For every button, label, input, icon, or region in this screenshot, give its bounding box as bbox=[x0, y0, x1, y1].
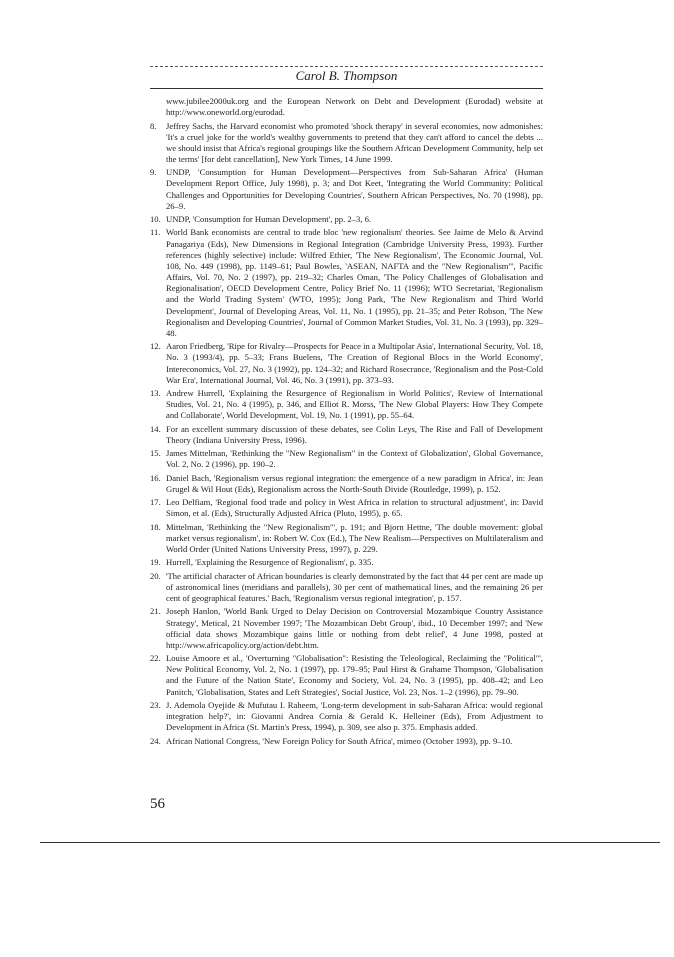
endnote-number: 17. bbox=[150, 497, 161, 508]
endnote-number: 8. bbox=[150, 120, 157, 131]
endnote-text: James Mittelman, 'Rethinking the "New Regionalism" in the Context of Globalization', Global Governance, Vol. 2, No. 2 (1996), pp. 190–2. bbox=[166, 448, 543, 470]
endnote-text: Daniel Bach, 'Regionalism versus regional integration: the emergence of a new paradigm in Africa', in: Jean Grugel & Wil Hout (Eds), Regionalism across the North-South Divide (Routledge, 1999), p. 152. bbox=[166, 472, 543, 494]
endnote-12 bbox=[150, 341, 543, 386]
endnote-19 bbox=[150, 557, 543, 568]
endnote-text: Aaron Friedberg, 'Ripe for Rivalry—Prospects for Peace in a Multipolar Asia', International Security, Vol. 18, No. 3 (1993/4), pp. 5–33; Frans Buelens, 'The Creation of Regional Blocs in the World Economy', Intereconomics, Vol. 27, No. 3 (1992), pp. 124–32; and Richard Rosecrance, 'Regionalism and the Post-Cold War Era', International Journal, Vol. 46, No. 3 (1991), pp. 373–93. bbox=[166, 341, 544, 385]
endnote-13 bbox=[150, 388, 543, 421]
endnote-20 bbox=[150, 571, 543, 604]
endnote-number: 19. bbox=[150, 557, 161, 568]
running-head: Carol B. Thompson bbox=[295, 68, 398, 83]
endnote-21 bbox=[150, 606, 543, 651]
endnote-number: 9. bbox=[150, 167, 157, 178]
endnote-number: 22. bbox=[150, 653, 161, 664]
endnote-number: 12. bbox=[150, 341, 161, 352]
endnote-number: 10. bbox=[150, 214, 161, 225]
endnote-text: 'The artificial character of African boundaries is clearly demonstrated by the fact that 44 per cent are made up of astronomical lines (meridians and parallels), 30 per cent of mathematical lines, and the remaining 26 per cent of geographical features.' Bach, 'Regionalism versus regional integration', p. 157. bbox=[166, 570, 543, 603]
endnote-8 bbox=[150, 121, 543, 166]
note-continuation: www.jubilee2000uk.org and the European Network on Debt and Development (Eurodad) website at http://www.oneworld.org/eurodad. bbox=[166, 96, 543, 118]
header-rule bbox=[150, 88, 543, 89]
endnote-text: Andrew Hurrell, 'Explaining the Resurgence of Regionalism in World Politics', Review of International Studies, Vol. 21, No. 4 (1995), p. 346, and Elliot R. Morss, 'The New Global Players: How They Compete and Collaborate', World Development, Vol. 19, No. 1 (1991), pp. 55–64. bbox=[166, 388, 543, 421]
endnote-number: 21. bbox=[150, 606, 161, 617]
endnotes-block bbox=[150, 96, 543, 747]
endnote-text: Leo Delfiam, 'Regional food trade and policy in West Africa in relation to structural adjustment', in: David Simon, et al. (Eds), Structurally Adjusted Africa (Pluto, 1995), p. 65. bbox=[166, 497, 543, 519]
bottom-crop-line bbox=[40, 842, 660, 843]
endnote-text: Mittelman, 'Rethinking the "New Regionalism"', p. 191; and Bjorn Hettne, 'The double movement: global market versus regionalism', in: Robert W. Cox (Ed.), The New Realism—Perspectives on Multilateralism and World Order (United Nations University Press, 1997), p. 229. bbox=[166, 521, 543, 554]
endnote-number: 20. bbox=[150, 570, 161, 581]
endnote-number: 11. bbox=[150, 227, 161, 238]
endnote-text: UNDP, 'Consumption for Human Development', pp. 2–3, 6. bbox=[166, 214, 372, 225]
endnote-number: 13. bbox=[150, 388, 161, 399]
page-number: 56 bbox=[150, 796, 165, 812]
endnote-17 bbox=[150, 497, 543, 519]
endnote-text: For an excellent summary discussion of these debates, see Colin Leys, The Rise and Fall of Development Theory (Indiana University Press, 1996). bbox=[166, 423, 543, 445]
endnote-text: Louise Amoore et al., 'Overturning "Globalisation": Resisting the Teleological, Reclaiming the "Political"', New Political Economy, Vol. 2, No. 1 (1997), pp. 179–95; Paul Hirst & Grahame Thompson, 'Globalisation and the Future of the Nation State', Economy and Society, Vol. 24, No. 3 (1995), pp. 408–42; and Leo Panitch, 'Globalisation, States and Left Strategies', Social Justice, Vol. 23, Nos. 1–2 (1996), pp. 79–90. bbox=[166, 653, 543, 697]
endnote-number: 23. bbox=[150, 699, 161, 710]
endnote-number: 16. bbox=[150, 472, 161, 483]
endnote-23 bbox=[150, 700, 543, 733]
note-list bbox=[150, 121, 543, 747]
endnote-18 bbox=[150, 522, 543, 555]
endnote-number: 24. bbox=[150, 735, 161, 746]
endnote-text: UNDP, 'Consumption for Human Development—Perspectives from Sub-Saharan Africa' (Human Development Report Office, July 1998), p. 3; and Dot Keet, 'Integrating the World Community: Political Challenges and Opportunities for Developing Countries', Southern African Perspectives, No. 70 (1998), pp. 26–9. bbox=[166, 167, 543, 211]
endnote-text: Hurrell, 'Explaining the Resurgence of Regionalism', p. 335. bbox=[166, 557, 374, 568]
endnote-number: 15. bbox=[150, 448, 161, 459]
endnote-15 bbox=[150, 448, 543, 470]
endnote-text: J. Ademola Oyejide & Mufutau I. Raheem, 'Long-term development in sub-Saharan Africa: would regional integration help?', in: Giovanni Andrea Cornia & Gerald K. Helleiner (Eds), From Adjustment to Development in Africa (St. Martin's Press, 1994), p. 309, see also p. 375. Emphasis added. bbox=[166, 699, 543, 733]
endnote-number: 18. bbox=[150, 521, 161, 532]
endnote-text: Joseph Hanlon, 'World Bank Urged to Delay Decision on Controversial Mozambique Country Assistance Strategy', Metical, 21 November 1997; 'The Mozambican Debt Group', ibid., 10 December 1997; and 'New official data shows Mozambique gains little or nothing from debt relief', 4 June 1998, posted at http://www.africapolicy.org/action/debt.htm. bbox=[166, 606, 543, 650]
endnote-text: African National Congress, 'New Foreign Policy for South Africa', mimeo (October 1993), pp. 9–10. bbox=[166, 735, 513, 746]
endnote-11 bbox=[150, 227, 543, 339]
top-crop-line bbox=[150, 66, 543, 67]
endnote-14 bbox=[150, 424, 543, 446]
endnote-text: Jeffrey Sachs, the Harvard economist who promoted 'shock therapy' in several economies, now admonishes: 'It's a cruel joke for the world's wealthy governments to pretend that they can't afford to cancel the debts ... we should insist that Africa's regional groupings like the Southern African Development Community, help set the terms' [for debt cancellation], New York Times, 14 June 1999. bbox=[166, 120, 543, 164]
endnote-text: World Bank economists are central to trade bloc 'new regionalism' theories. See Jaime de Melo & Arvind Panagariya (Eds), New Dimensions in Regional Integration (Cambridge University Press, 1993). Further references (highly selective) include: Wilfred Ethier, 'The New Regionalism', The Economic Journal, Vol. 108, No. 449 (1998), pp. 1149–61; Paul Bowles, 'ASEAN, NAFTA and the "New Regionalism"', Pacific Affairs, Vol. 70, No. 2 (1997), pp. 219–32; Charles Oman, 'The Policy Challenges of Globalisation and Regionalisation', OECD Development Centre, Policy Brief No. 11 (1996); WTO Secretariat, 'Regionalism and the World Trading System' (WTO, 1995); Jong Park, 'The New Regionalism and Third World Development', Journal of Developing Areas, Vol. 11, No. 1 (1995), pp. 21–35; and Peter Robson, 'The New Regionalism and Developing Countries', Journal of Common Market Studies, Vol. 31, No. 3 (1993), pp. 329–48. bbox=[166, 227, 543, 338]
endnote-16 bbox=[150, 473, 543, 495]
endnote-10 bbox=[150, 214, 543, 225]
endnote-number: 14. bbox=[150, 423, 161, 434]
endnote-24 bbox=[150, 736, 543, 747]
endnote-22 bbox=[150, 653, 543, 698]
endnote-9 bbox=[150, 167, 543, 212]
